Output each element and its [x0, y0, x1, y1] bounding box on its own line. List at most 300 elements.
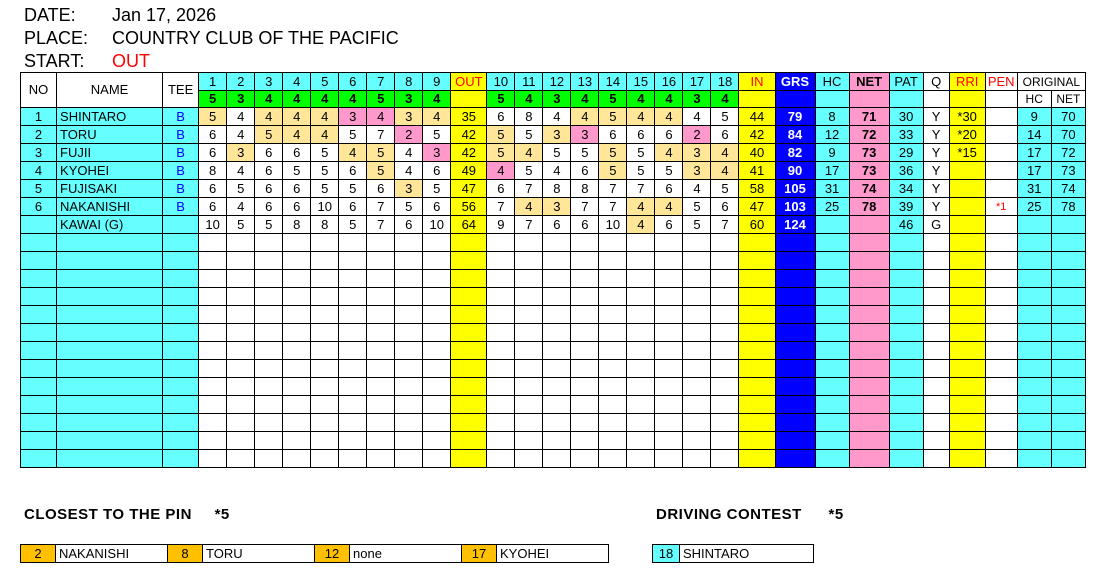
hole-score: 3 [683, 162, 711, 180]
empty-cell [367, 252, 395, 270]
empty-cell [711, 378, 739, 396]
empty-cell [451, 414, 487, 432]
empty-cell [283, 234, 311, 252]
empty-cell [683, 306, 711, 324]
empty-cell [543, 396, 571, 414]
empty-cell [571, 414, 599, 432]
empty-cell [1051, 252, 1085, 270]
empty-cell [627, 342, 655, 360]
empty-cell [739, 414, 775, 432]
empty-cell [57, 252, 163, 270]
empty-cell [711, 288, 739, 306]
player-row [21, 108, 1086, 126]
empty-cell [655, 432, 683, 450]
empty-cell [163, 306, 199, 324]
hole-score: 2 [395, 126, 423, 144]
empty-cell [57, 342, 163, 360]
hole-score: 4 [255, 108, 283, 126]
hc-par-cell [815, 91, 849, 108]
empty-cell [311, 252, 339, 270]
hole-score: 4 [515, 144, 543, 162]
empty-cell [227, 288, 255, 306]
empty-cell [311, 360, 339, 378]
empty-cell [255, 324, 283, 342]
empty-cell [923, 270, 949, 288]
hole-score: 6 [283, 198, 311, 216]
empty-cell [199, 324, 227, 342]
start-value: OUT [112, 51, 150, 71]
empty-cell [1051, 324, 1085, 342]
empty-cell [255, 414, 283, 432]
empty-cell [255, 378, 283, 396]
pat-par-cell [889, 91, 923, 108]
empty-cell [255, 432, 283, 450]
empty-cell [255, 306, 283, 324]
empty-cell [163, 360, 199, 378]
ctp-hole: 12 [315, 545, 350, 563]
empty-cell [655, 378, 683, 396]
hole-score: 6 [487, 180, 515, 198]
empty-cell [683, 378, 711, 396]
empty-cell [487, 270, 515, 288]
empty-cell [395, 306, 423, 324]
empty-cell [255, 288, 283, 306]
hole-score: 5 [283, 162, 311, 180]
in-total: 58 [739, 180, 775, 198]
empty-cell [21, 450, 57, 468]
empty-cell [775, 342, 815, 360]
empty-cell [775, 288, 815, 306]
empty-cell [949, 270, 985, 288]
hole-score: 4 [655, 198, 683, 216]
empty-cell [1017, 324, 1051, 342]
empty-cell [21, 378, 57, 396]
empty-cell [815, 378, 849, 396]
empty-cell [543, 306, 571, 324]
empty-cell [227, 270, 255, 288]
empty-cell [227, 234, 255, 252]
empty-cell [627, 234, 655, 252]
empty-cell [571, 450, 599, 468]
empty-cell [889, 270, 923, 288]
player-tee: B [163, 198, 199, 216]
empty-cell [1051, 342, 1085, 360]
penalty [985, 126, 1017, 144]
empty-cell [199, 378, 227, 396]
empty-cell [683, 252, 711, 270]
player-no: 6 [21, 198, 57, 216]
empty-cell [423, 270, 451, 288]
empty-cell [487, 378, 515, 396]
empty-cell [739, 288, 775, 306]
player-name: KAWAI (G) [57, 216, 163, 234]
empty-cell [57, 306, 163, 324]
original-net: 74 [1051, 180, 1085, 198]
empty-cell [711, 324, 739, 342]
empty-cell [339, 234, 367, 252]
hole-score: 5 [515, 162, 543, 180]
empty-cell [199, 414, 227, 432]
empty-cell [395, 324, 423, 342]
empty-cell [283, 288, 311, 306]
player-tee: B [163, 180, 199, 198]
ctp-hole: 2 [21, 545, 56, 563]
empty-cell [339, 288, 367, 306]
empty-cell [21, 414, 57, 432]
hole-score: 4 [655, 144, 683, 162]
hole-par: 5 [199, 91, 227, 108]
empty-cell [815, 342, 849, 360]
empty-cell [683, 324, 711, 342]
rri-par-cell [949, 91, 985, 108]
empty-cell [599, 432, 627, 450]
empty-cell [1017, 306, 1051, 324]
hole-number: 14 [599, 73, 627, 91]
hole-score: 4 [543, 108, 571, 126]
hole-score: 5 [227, 180, 255, 198]
empty-cell [339, 432, 367, 450]
empty-cell [889, 252, 923, 270]
empty-cell [949, 378, 985, 396]
empty-cell [227, 306, 255, 324]
empty-cell [849, 360, 889, 378]
empty-cell [849, 252, 889, 270]
empty-cell [599, 396, 627, 414]
empty-cell [311, 234, 339, 252]
hole-score: 6 [627, 126, 655, 144]
hole-score: 6 [543, 216, 571, 234]
handicap: 25 [815, 198, 849, 216]
empty-cell [571, 396, 599, 414]
hole-score: 4 [487, 162, 515, 180]
empty-cell [163, 432, 199, 450]
empty-cell [655, 306, 683, 324]
out-total: 49 [451, 162, 487, 180]
out-total: 42 [451, 144, 487, 162]
hole-score: 4 [367, 108, 395, 126]
putts: 33 [889, 126, 923, 144]
empty-cell [487, 432, 515, 450]
empty-cell [367, 270, 395, 288]
closest-to-pin-table [20, 544, 609, 563]
empty-cell [163, 342, 199, 360]
empty-cell [599, 234, 627, 252]
hole-score: 7 [367, 198, 395, 216]
scorecard-table [20, 72, 1086, 468]
empty-cell [1017, 378, 1051, 396]
empty-cell [283, 414, 311, 432]
empty-row [21, 270, 1086, 288]
empty-cell [775, 414, 815, 432]
empty-cell [339, 324, 367, 342]
empty-cell [923, 288, 949, 306]
hole-score: 4 [655, 108, 683, 126]
empty-cell [985, 396, 1017, 414]
hole-score: 4 [515, 198, 543, 216]
hole-par: 4 [515, 91, 543, 108]
hole-score: 4 [711, 162, 739, 180]
empty-cell [849, 324, 889, 342]
empty-cell [199, 396, 227, 414]
hole-score: 4 [571, 108, 599, 126]
empty-cell [283, 270, 311, 288]
player-row [21, 180, 1086, 198]
empty-cell [199, 360, 227, 378]
place-label: PLACE: [24, 28, 89, 48]
empty-cell [1017, 270, 1051, 288]
empty-cell [199, 432, 227, 450]
empty-cell [199, 288, 227, 306]
empty-cell [367, 432, 395, 450]
empty-cell [227, 360, 255, 378]
empty-cell [889, 288, 923, 306]
empty-cell [395, 432, 423, 450]
empty-cell [571, 270, 599, 288]
closest-to-pin-mark: *5 [214, 506, 230, 523]
in-total: 42 [739, 126, 775, 144]
empty-cell [599, 414, 627, 432]
empty-cell [683, 270, 711, 288]
empty-cell [627, 288, 655, 306]
empty-cell [227, 396, 255, 414]
hole-score: 5 [655, 162, 683, 180]
empty-cell [339, 342, 367, 360]
hole-score: 5 [255, 126, 283, 144]
hole-score: 5 [339, 216, 367, 234]
empty-cell [599, 342, 627, 360]
empty-cell [227, 342, 255, 360]
empty-cell [1017, 288, 1051, 306]
empty-cell [655, 396, 683, 414]
hole-number: 10 [487, 73, 515, 91]
empty-cell [515, 342, 543, 360]
hole-score: 6 [367, 180, 395, 198]
original-net: 72 [1051, 144, 1085, 162]
hole-par: 5 [367, 91, 395, 108]
hole-score: 5 [599, 162, 627, 180]
empty-cell [395, 378, 423, 396]
empty-cell [57, 324, 163, 342]
empty-cell [815, 432, 849, 450]
hole-score: 5 [227, 216, 255, 234]
empty-cell [515, 288, 543, 306]
player-tee: B [163, 162, 199, 180]
hole-par: 4 [283, 91, 311, 108]
hole-par: 4 [339, 91, 367, 108]
empty-cell [311, 342, 339, 360]
empty-cell [339, 450, 367, 468]
hole-score: 3 [423, 144, 451, 162]
qualify: G [923, 216, 949, 234]
penalty [985, 162, 1017, 180]
hole-score: 4 [311, 126, 339, 144]
in-total: 60 [739, 216, 775, 234]
empty-cell [627, 378, 655, 396]
empty-cell [949, 432, 985, 450]
empty-cell [487, 252, 515, 270]
empty-cell [1017, 450, 1051, 468]
out-total: 47 [451, 180, 487, 198]
empty-cell [985, 432, 1017, 450]
hole-score: 5 [311, 180, 339, 198]
empty-cell [543, 342, 571, 360]
hole-par: 3 [395, 91, 423, 108]
hole-score: 10 [311, 198, 339, 216]
empty-cell [711, 270, 739, 288]
player-row [21, 144, 1086, 162]
empty-cell [849, 450, 889, 468]
empty-cell [627, 414, 655, 432]
hole-score: 6 [571, 162, 599, 180]
empty-cell [775, 306, 815, 324]
empty-cell [739, 360, 775, 378]
hole-par: 5 [487, 91, 515, 108]
empty-cell [923, 306, 949, 324]
empty-cell [395, 270, 423, 288]
empty-cell [451, 450, 487, 468]
empty-cell [1017, 234, 1051, 252]
empty-cell [199, 270, 227, 288]
empty-cell [889, 360, 923, 378]
col-header-orig-hc: HC [1017, 91, 1051, 108]
empty-cell [543, 432, 571, 450]
empty-cell [985, 270, 1017, 288]
rri-value [949, 162, 985, 180]
empty-cell [515, 360, 543, 378]
hole-score: 6 [339, 162, 367, 180]
empty-cell [57, 234, 163, 252]
empty-cell [889, 432, 923, 450]
empty-cell [163, 252, 199, 270]
hole-score: 3 [395, 108, 423, 126]
col-header-tee: TEE [163, 73, 199, 108]
hole-score: 5 [311, 144, 339, 162]
original-hc: 9 [1017, 108, 1051, 126]
out-total: 42 [451, 126, 487, 144]
start-label: START: [24, 51, 85, 71]
empty-cell [683, 234, 711, 252]
empty-cell [57, 270, 163, 288]
empty-cell [711, 360, 739, 378]
hole-number: 17 [683, 73, 711, 91]
hole-number: 6 [339, 73, 367, 91]
hole-score: 5 [255, 216, 283, 234]
empty-cell [57, 288, 163, 306]
place-value: COUNTRY CLUB OF THE PACIFIC [112, 28, 399, 48]
handicap: 17 [815, 162, 849, 180]
empty-cell [599, 378, 627, 396]
empty-cell [423, 414, 451, 432]
empty-cell [163, 270, 199, 288]
empty-cell [683, 288, 711, 306]
col-header-grs: GRS [775, 73, 815, 91]
empty-cell [339, 414, 367, 432]
empty-cell [255, 360, 283, 378]
empty-cell [395, 342, 423, 360]
hole-score: 6 [199, 144, 227, 162]
empty-cell [451, 252, 487, 270]
empty-cell [283, 360, 311, 378]
empty-cell [985, 450, 1017, 468]
empty-cell [543, 270, 571, 288]
penalty: *1 [985, 198, 1017, 216]
empty-cell [627, 432, 655, 450]
hole-score: 3 [395, 180, 423, 198]
hole-score: 9 [487, 216, 515, 234]
empty-cell [711, 234, 739, 252]
empty-cell [515, 450, 543, 468]
empty-cell [21, 342, 57, 360]
empty-cell [1051, 360, 1085, 378]
hole-score: 7 [599, 180, 627, 198]
empty-cell [985, 288, 1017, 306]
empty-cell [367, 324, 395, 342]
putts: 30 [889, 108, 923, 126]
player-tee: B [163, 144, 199, 162]
hole-score: 6 [655, 180, 683, 198]
original-net: 70 [1051, 126, 1085, 144]
empty-row [21, 324, 1086, 342]
hole-score: 4 [627, 216, 655, 234]
qualify: Y [923, 180, 949, 198]
empty-cell [395, 288, 423, 306]
player-name: FUJISAKI [57, 180, 163, 198]
hole-number: 7 [367, 73, 395, 91]
pen-par-cell [985, 91, 1017, 108]
empty-cell [57, 396, 163, 414]
original-hc: 25 [1017, 198, 1051, 216]
hole-score: 7 [367, 216, 395, 234]
player-name: TORU [57, 126, 163, 144]
empty-cell [1017, 414, 1051, 432]
empty-cell [21, 396, 57, 414]
empty-cell [923, 252, 949, 270]
empty-cell [1051, 288, 1085, 306]
empty-cell [815, 360, 849, 378]
hole-score: 8 [543, 180, 571, 198]
player-name: KYOHEI [57, 162, 163, 180]
empty-cell [815, 288, 849, 306]
empty-cell [515, 252, 543, 270]
hole-score: 8 [199, 162, 227, 180]
hole-score: 6 [571, 216, 599, 234]
out-par-cell [451, 91, 487, 108]
hole-score: 6 [339, 198, 367, 216]
hole-score: 6 [199, 180, 227, 198]
empty-cell [1051, 396, 1085, 414]
empty-cell [57, 450, 163, 468]
empty-cell [423, 378, 451, 396]
hole-score: 5 [571, 144, 599, 162]
hole-score: 5 [487, 144, 515, 162]
empty-cell [227, 450, 255, 468]
hole-score: 8 [571, 180, 599, 198]
date-value: Jan 17, 2026 [112, 5, 217, 25]
empty-cell [627, 252, 655, 270]
original-hc: 17 [1017, 144, 1051, 162]
hole-score: 6 [711, 198, 739, 216]
empty-cell [311, 378, 339, 396]
player-no: 5 [21, 180, 57, 198]
empty-row [21, 252, 1086, 270]
empty-cell [227, 378, 255, 396]
empty-cell [923, 324, 949, 342]
empty-cell [739, 450, 775, 468]
empty-cell [1017, 342, 1051, 360]
empty-cell [163, 288, 199, 306]
empty-cell [949, 360, 985, 378]
empty-cell [283, 342, 311, 360]
